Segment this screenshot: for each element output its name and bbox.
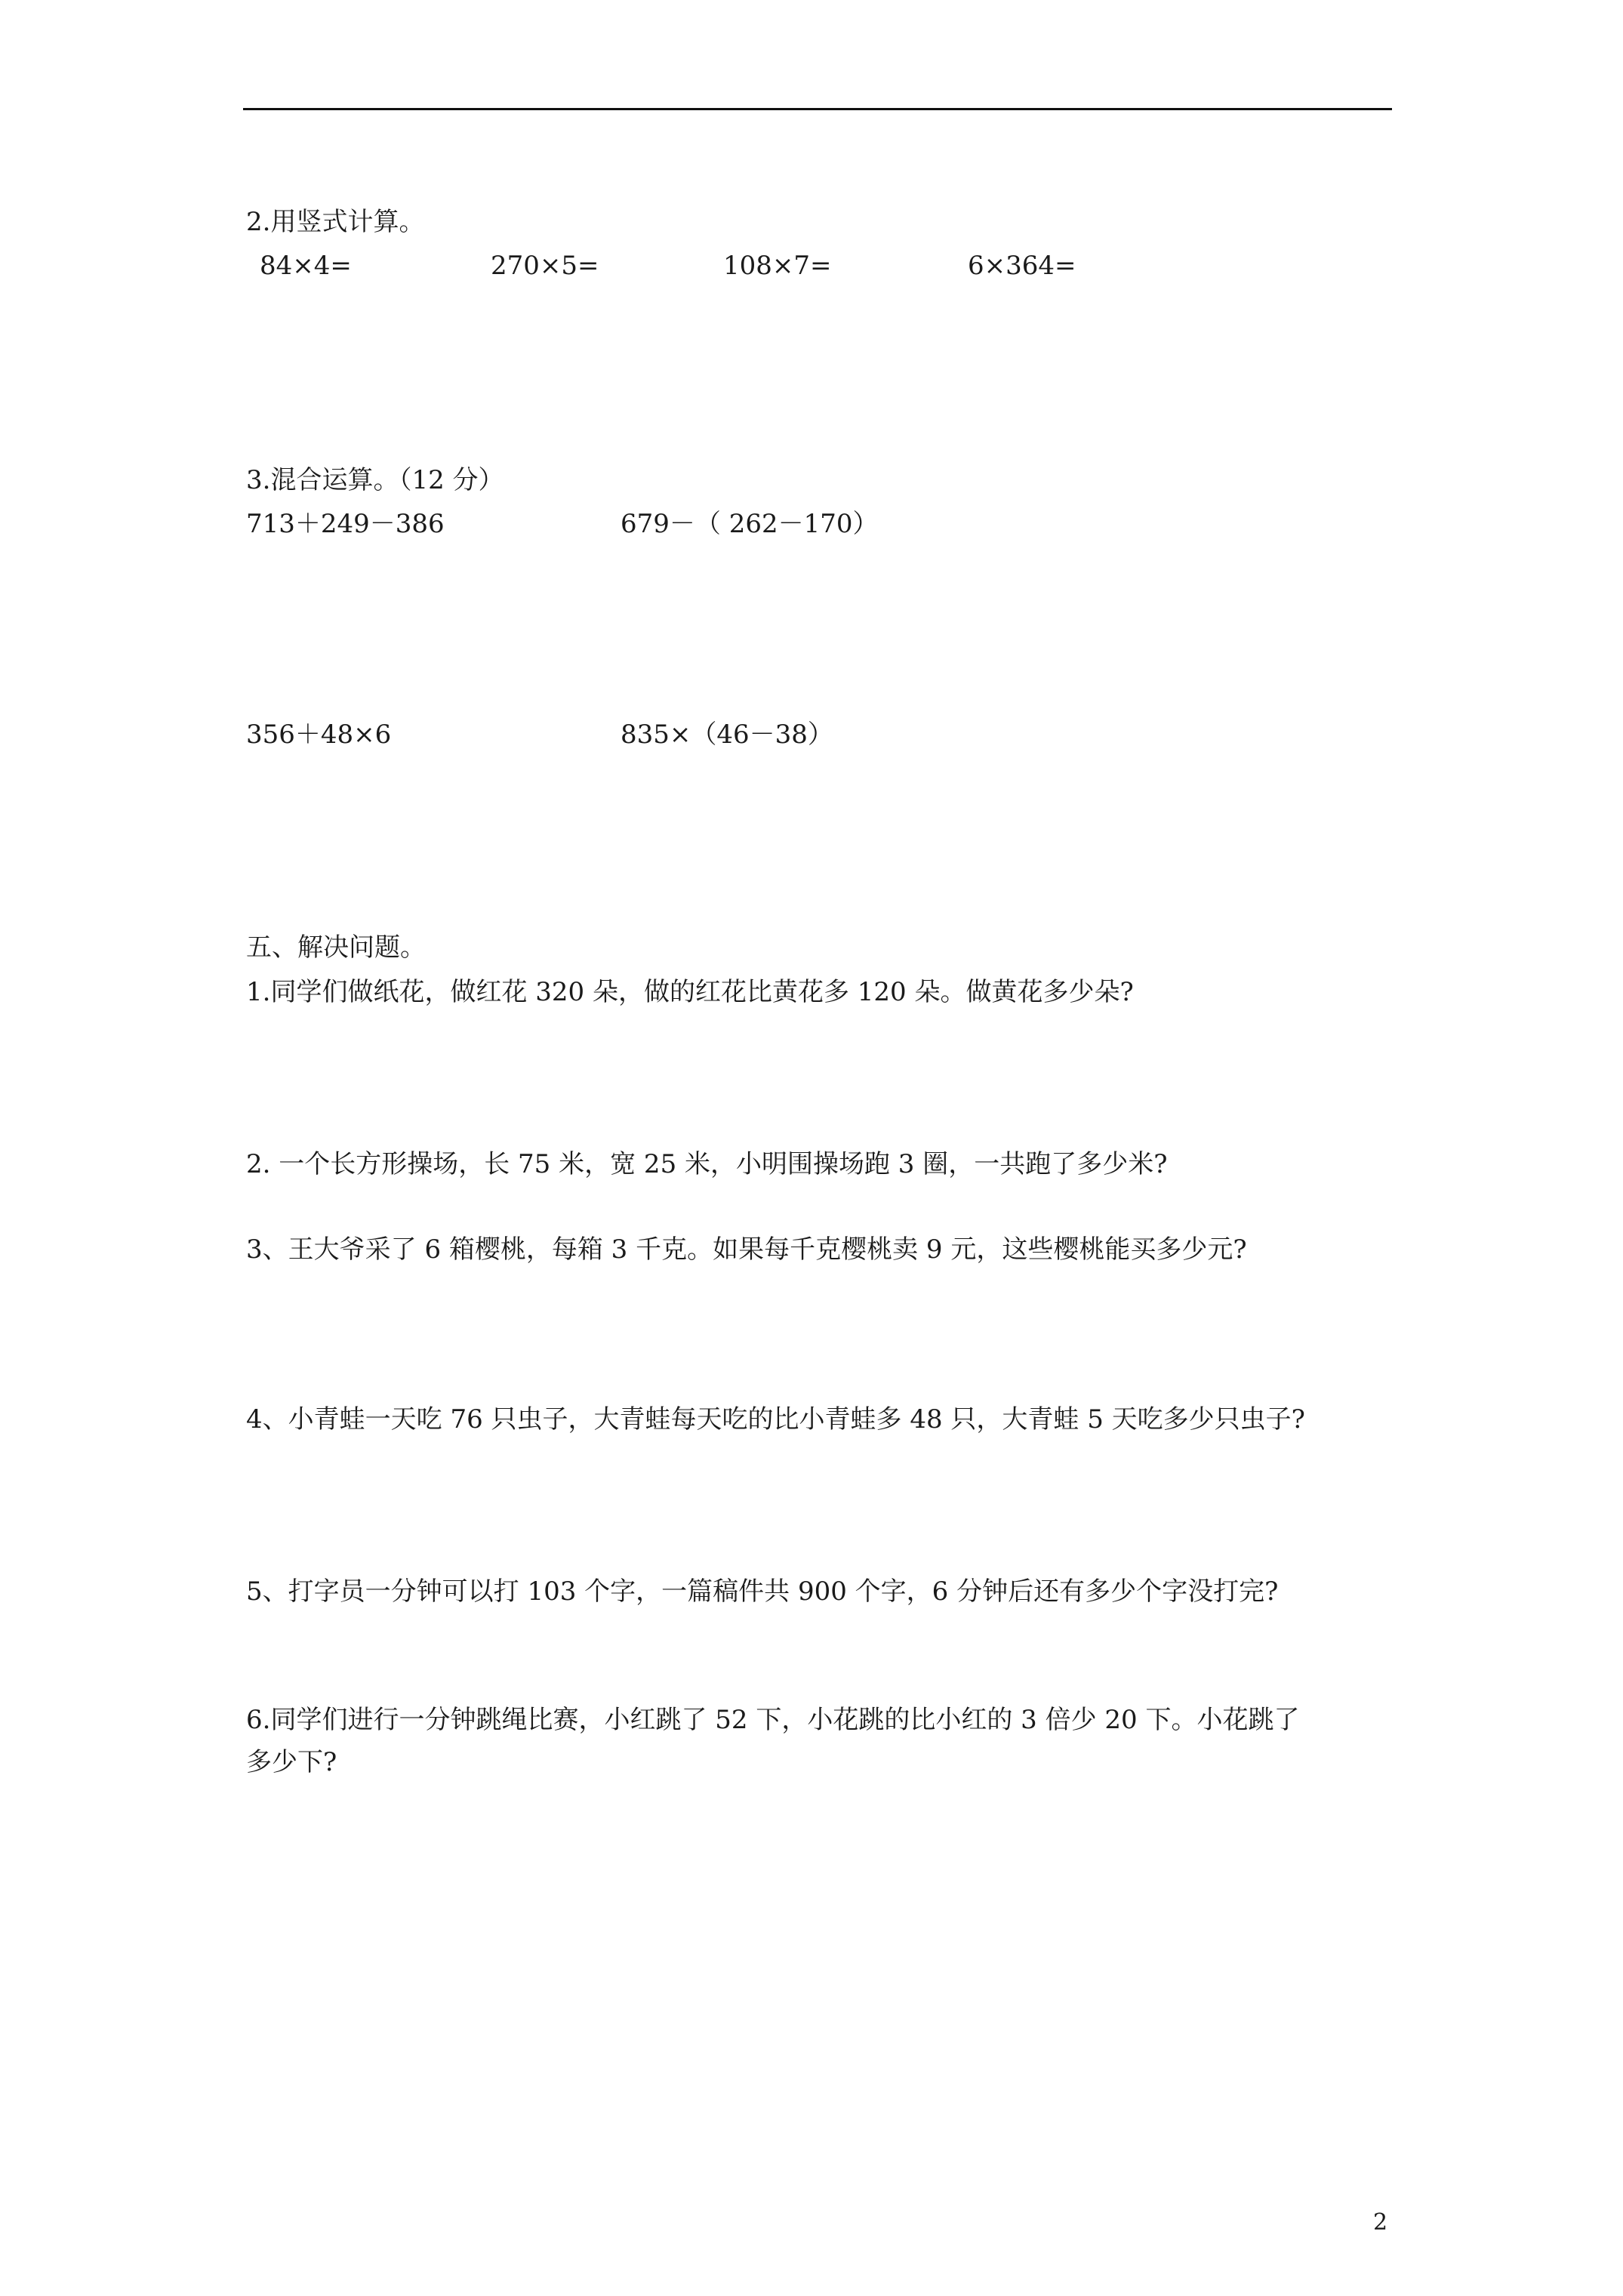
header-rule xyxy=(243,108,1392,110)
word-problem-6-line-2: 多少下? xyxy=(246,1747,337,1777)
vertical-calc-problem-2: 270×5= xyxy=(491,251,599,281)
section-5-heading: 五、解决问题。 xyxy=(246,932,426,963)
section-3-heading: 3.混合运算。（12 分） xyxy=(246,465,504,495)
word-problem-3: 3、王大爷采了 6 箱樱桃，每箱 3 千克。如果每千克樱桃卖 9 元，这些樱桃能买多少元? xyxy=(246,1234,1247,1265)
section-2-heading: 2.用竖式计算。 xyxy=(246,207,425,237)
word-problem-4: 4、小青蛙一天吃 76 只虫子，大青蛙每天吃的比小青蛙多 48 只，大青蛙 5 天吃多少只虫子? xyxy=(246,1404,1305,1435)
vertical-calc-problem-3: 108×7= xyxy=(723,251,832,281)
mixed-op-problem-4: 835×（46－38） xyxy=(621,720,833,750)
word-problem-1: 1.同学们做纸花，做红花 320 朵，做的红花比黄花多 120 朵。做黄花多少朵? xyxy=(246,977,1134,1007)
mixed-op-problem-1: 713＋249－386 xyxy=(246,509,445,539)
word-problem-6-line-1: 6.同学们进行一分钟跳绳比赛，小红跳了 52 下，小花跳的比小红的 3 倍少 20 下。小花跳了 xyxy=(246,1705,1300,1735)
vertical-calc-problem-1: 84×4= xyxy=(260,251,352,281)
page-number: 2 xyxy=(1373,2209,1388,2236)
mixed-op-problem-2: 679－（ 262－170） xyxy=(621,509,879,539)
mixed-op-problem-3: 356＋48×6 xyxy=(246,720,392,750)
word-problem-2: 2. 一个长方形操场，长 75 米，宽 25 米，小明围操场跑 3 圈，一共跑了多少米? xyxy=(246,1149,1168,1179)
vertical-calc-problem-4: 6×364= xyxy=(968,251,1076,281)
word-problem-5: 5、打字员一分钟可以打 103 个字，一篇稿件共 900 个字，6 分钟后还有多少个字没打完? xyxy=(246,1576,1279,1607)
